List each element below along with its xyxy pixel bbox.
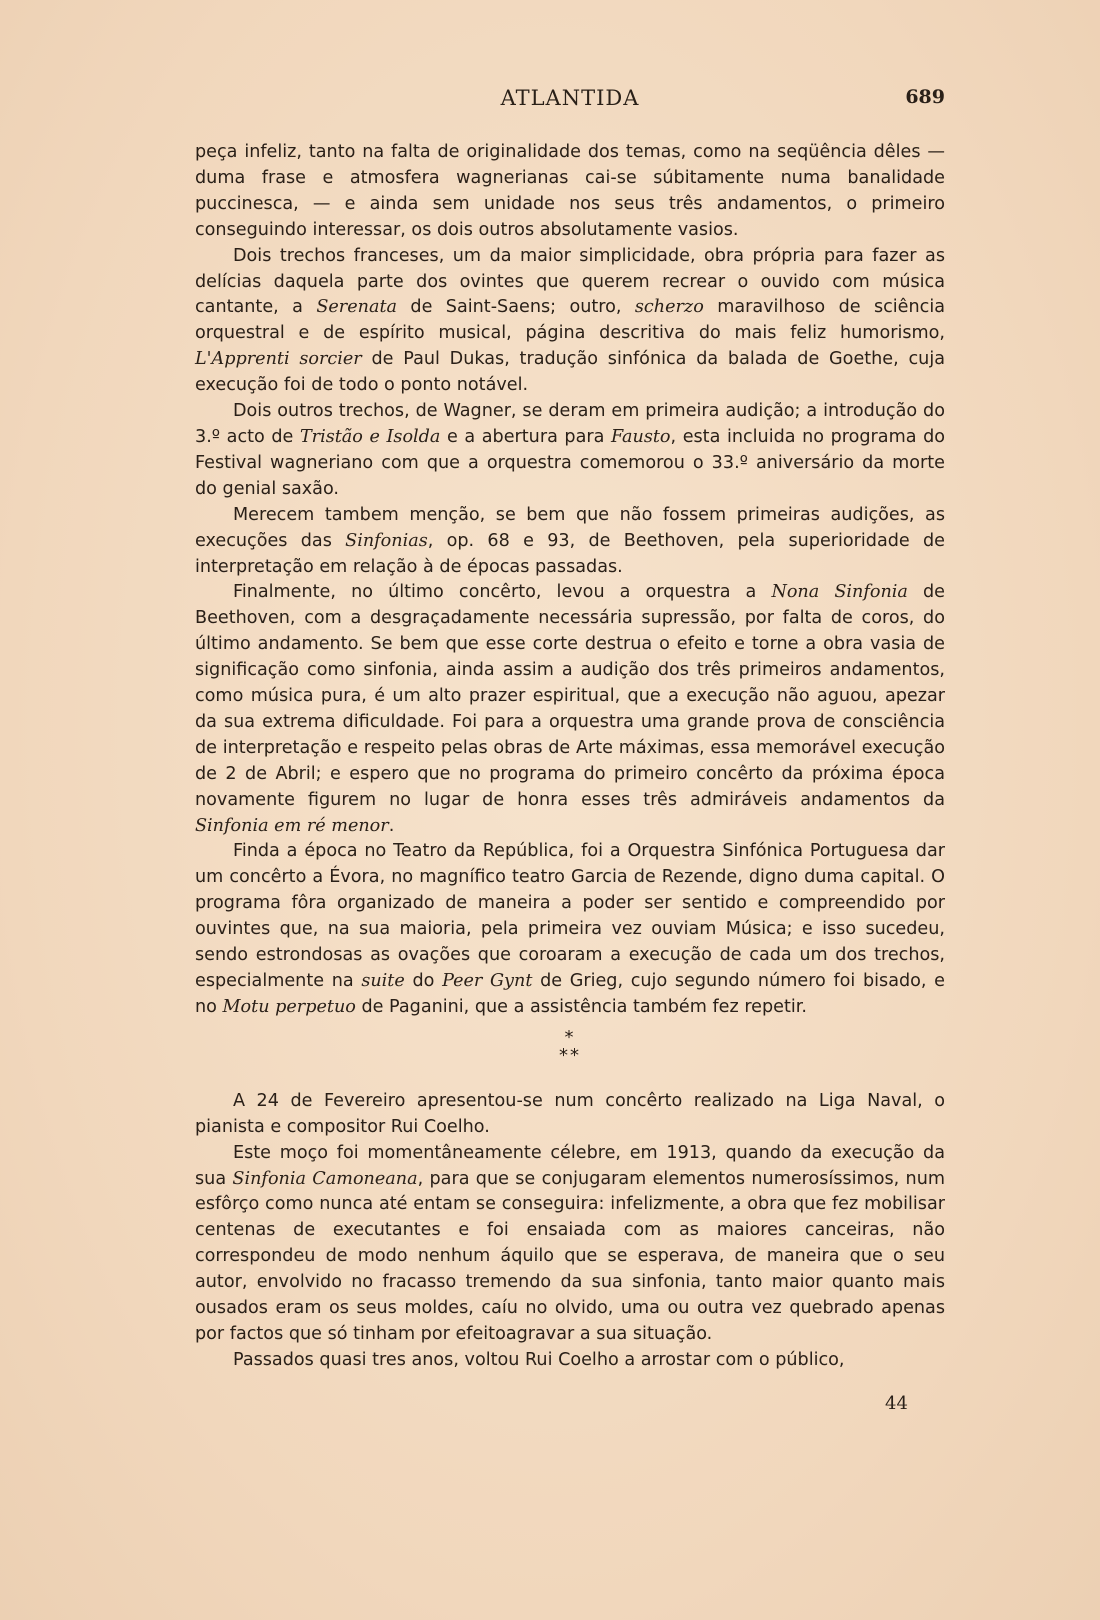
text-run: Finda a época no Teatro da República, foi a Orquestra Sinfónica Portuguesa dar um concêrto a Évora, no magnífico teatro Garcia de Rezende, digno duma capital. O programa fôra organizado de maneira a poder ser sentido e compreendido por ouvintes que, na sua maioria, pela primeira vez ouviam Música; e isso sucedeu, sendo estrondosas as ovações que coroaram a execução de cada um dos trechos, especialmente na xyxy=(195,841,945,991)
text-run: Finalmente, no último concêrto, levou a orquestra a xyxy=(233,582,772,603)
text-run: , op. 68 e 93, de Beethoven, pela superioridade de interpretação em relação à de épocas passadas. xyxy=(195,530,945,577)
text-run: Dois outros trechos, de Wagner, se deram em primeira audição; a introdução do 3.º acto de xyxy=(195,401,945,447)
paragraph xyxy=(195,1089,945,1141)
text-run: maravilhoso de sciência orquestral e de espírito musical, página descritiva do mais feliz humorismo, xyxy=(195,297,946,344)
paragraph xyxy=(195,1141,945,1348)
page-number: 689 xyxy=(905,86,945,108)
text-run: de Saint-Saens; outro, xyxy=(397,297,635,318)
text-run: e a abertura para xyxy=(440,426,611,447)
text-run: Dois trechos franceses, um da maior simplicidade, obra própria para fazer as delícias daquela parte dos ovintes que querem recrear o ouvido com música cantante, a xyxy=(195,245,945,318)
italic-title: Sinfonias xyxy=(345,530,428,551)
text-run: de Paganini, que a assistência também fez repetir. xyxy=(355,996,807,1017)
article-body xyxy=(195,140,945,1374)
text-run: . xyxy=(388,815,395,836)
paragraph xyxy=(195,244,945,399)
italic-title: Sinfonia Camoneana xyxy=(232,1168,418,1189)
text-run: Este moço foi momentâneamente célebre, em 1913, quando da execução da sua xyxy=(195,1142,945,1189)
article-section-2 xyxy=(195,1089,945,1374)
italic-title: scherzo xyxy=(634,297,704,318)
text-run: , para que se conjugaram elementos numerosíssimos, num esfôrço como nunca até entam se conseguira: infelizmente, a obra que fez mobilisar centenas de executantes e foi ensaiada com as maiores canceiras, não correspondeu de modo nenhum áquilo que se esperava, de maneira que o seu autor, envolvido no fracasso tremendo da sua sinfonia, tanto maior quanto mais ousados eram os seus moldes, caíu no olvido, uma ou outra vez quebrado apenas por factos que só tinham por efeitoagravar a sua situação. xyxy=(195,1168,945,1344)
italic-title: suite xyxy=(361,971,405,991)
paragraph xyxy=(195,503,945,581)
italic-title: Peer Gynt xyxy=(442,971,533,991)
italic-title: Tristão e Isolda xyxy=(299,426,441,447)
italic-title: L'Apprenti sorcier xyxy=(195,349,362,370)
text-run: Passados quasi tres anos, voltou Rui Coelho a arrostar com o público, xyxy=(233,1349,845,1370)
section-separator: * ** xyxy=(559,1026,581,1066)
article-section-1 xyxy=(195,140,945,1021)
italic-title: Sinfonia em ré menor xyxy=(195,815,389,836)
italic-title: Nona Sinfonia xyxy=(771,582,908,603)
text-run: de Beethoven, com a desgraçadamente necessária supressão, por falta de coros, do último andamento. Se bem que esse corte destrua o efeito e torne a obra vasia de significação como sinfonia, ainda assim a audição dos três primeiros andamentos, como música pura, é um alto prazer espiritual, que a execução não aguou, apezar da sua extrema dificuldade. Foi para a orquestra uma grande prova de consciência de interpretação e respeito pelas obras de Arte máximas, essa memorável execução de 2 de Abril; e espero que no programa do primeiro concêrto da próxima época novamente figurem no lugar de honra esses três admiráveis andamentos da xyxy=(195,582,945,810)
text-run: de Paul Dukas, tradução sinfónica da balada de Goethe, cuja execução foi de todo o ponto notável. xyxy=(195,349,945,396)
italic-title: Motu perpetuo xyxy=(222,996,356,1017)
text-run: Merecem tambem menção, se bem que não fossem primeiras audições, as execuções das xyxy=(195,504,945,551)
paragraph xyxy=(195,399,945,503)
text-run: peça infeliz, tanto na falta de originalidade dos temas, como na seqüência dêles — duma frase e atmosfera wagnerianas cai-se súbitamente numa banalidade puccinesca, — e ainda sem unidade nos seus três andamentos, o primeiro conseguindo interessar, os dois outros absolutamente vasios. xyxy=(195,142,945,240)
text-run: , esta incluida no programa do Festival wagneriano com que a orquestra comemorou o 33.º aniversário da morte do genial saxão. xyxy=(195,426,946,499)
italic-title: Serenata xyxy=(316,297,398,318)
text-run: A 24 de Fevereiro apresentou-se num concêrto realizado na Liga Naval, o pianista e compositor Rui Coelho. xyxy=(195,1090,945,1137)
signature-mark: 44 xyxy=(885,1393,908,1414)
italic-title: Fausto xyxy=(610,426,671,447)
running-header xyxy=(195,86,945,118)
paragraph xyxy=(195,839,945,1020)
paragraph xyxy=(195,1348,945,1374)
text-run: do xyxy=(404,971,443,991)
text-run: de Grieg, cujo segundo número foi bisado, e no xyxy=(195,971,945,1017)
running-title: ATLANTIDA xyxy=(500,86,640,110)
paragraph xyxy=(195,140,945,244)
paragraph xyxy=(195,580,945,839)
